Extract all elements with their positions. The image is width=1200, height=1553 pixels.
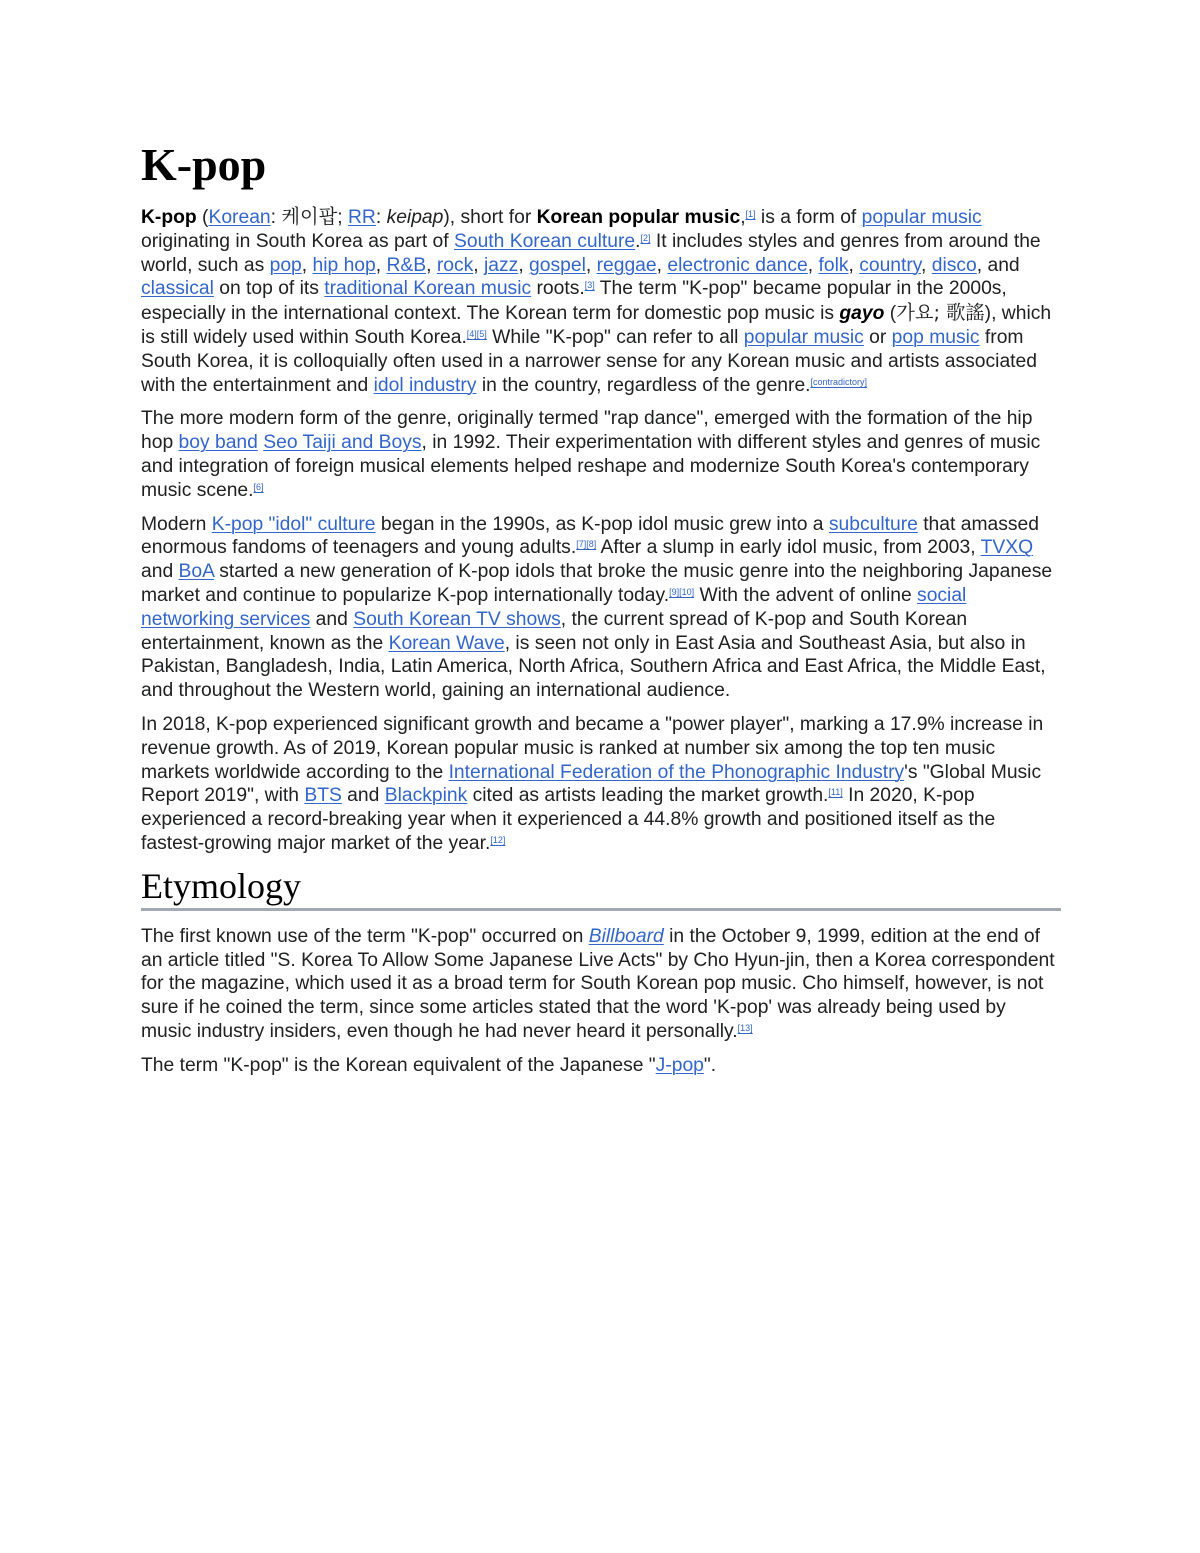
text: in the October 9, 1999, edition at the end of an article titled "S. Korea To Allow Some Japanese Live Acts" by Cho Hyun-jin, then a Korea correspondent for the magazine, which used it as a broad term for South Korean pop music. Cho himself, however, is not sure if he coined the term, since some articles stated that the word 'K-pop' was already being used by music industry insiders, even though he had never heard it personally.: [141, 925, 1055, 1042]
reference-link-3[interactable]: [3]: [584, 280, 595, 291]
text: ), which is still widely used within South Korea.: [141, 303, 1052, 348]
text: It includes styles and genres from around the world, such as: [141, 230, 1041, 276]
lead-paragraph-2: [141, 407, 1061, 502]
text: The term "K-pop" is the Korean equivalent of the Japanese ": [141, 1054, 656, 1076]
link-billboard-text: Billboard: [588, 925, 664, 947]
link-rock[interactable]: rock: [436, 254, 474, 276]
lead-paragraph-1: [141, 205, 1061, 397]
link-idol-industry[interactable]: idol industry: [373, 374, 477, 396]
link-billboard[interactable]: [589, 926, 664, 947]
link-disco[interactable]: disco: [931, 254, 977, 276]
text: ,: [518, 254, 530, 276]
link-pop[interactable]: pop: [269, 254, 302, 276]
etymology-paragraph-2: [141, 1054, 1061, 1078]
reference-link-contradictory[interactable]: [contradictory]: [810, 376, 868, 387]
reference-superscript: [490, 835, 505, 845]
link-kpop-idol-culture[interactable]: K-pop "idol" culture: [211, 513, 376, 535]
bold-italic-term: gayo: [839, 303, 885, 325]
text: After a slump in early idol music, from 2003,: [596, 537, 981, 559]
text: is a form of: [755, 207, 862, 228]
text: or: [863, 326, 892, 348]
korean-hangul: 케이팝: [281, 205, 338, 228]
lead-paragraph-4: [141, 713, 1061, 856]
link-classical[interactable]: classical: [141, 278, 214, 300]
link-boy-band[interactable]: boy band: [178, 432, 258, 454]
article: [141, 138, 1061, 1088]
link-electronic-dance[interactable]: electronic dance: [667, 254, 808, 276]
text: and: [310, 608, 354, 630]
link-south-korean-culture[interactable]: South Korean culture: [453, 230, 636, 252]
link-bts[interactable]: BTS: [304, 785, 342, 807]
reference-superscript: [669, 587, 694, 597]
reference-link-2[interactable]: [2]: [640, 232, 651, 243]
link-rnb[interactable]: R&B: [386, 254, 427, 276]
text: ,: [740, 207, 746, 228]
reference-superscript: [576, 539, 596, 549]
romanization: keipap: [386, 207, 444, 228]
link-tvxq[interactable]: TVXQ: [980, 537, 1034, 559]
reference-superscript: [254, 482, 264, 492]
text: ,: [426, 254, 437, 276]
lead-paragraph-3: [141, 513, 1061, 703]
link-blackpink[interactable]: Blackpink: [384, 785, 468, 807]
bold-term: K-pop: [141, 207, 197, 228]
link-j-pop[interactable]: J-pop: [655, 1054, 704, 1076]
korean-hangul-hanja: 가요; 歌謠: [896, 301, 985, 325]
text: in the country, regardless of the genre.: [476, 374, 811, 396]
text: ,: [473, 254, 485, 276]
link-popular-music[interactable]: popular music: [861, 207, 982, 228]
text: (: [884, 303, 897, 325]
reference-superscript: [828, 787, 842, 797]
reference-superscript: [641, 233, 651, 243]
text: ,: [848, 254, 860, 276]
reference-superscript: [811, 377, 868, 387]
etymology-paragraph-1: [141, 925, 1061, 1044]
reference-link-11[interactable]: [11]: [828, 787, 843, 798]
text: .: [635, 230, 641, 252]
text: and: [341, 785, 385, 807]
reference-link-1[interactable]: [1]: [745, 209, 756, 219]
text: ,: [921, 254, 932, 276]
link-folk[interactable]: folk: [818, 254, 849, 276]
text: :: [375, 207, 387, 228]
text: 's "Global Music Report 2019", with: [141, 761, 1042, 807]
link-korean-wave[interactable]: Korean Wave: [388, 632, 505, 654]
link-ifpi[interactable]: International Federation of the Phonographic Industry: [448, 761, 905, 783]
text: With the advent of online: [694, 584, 918, 606]
reference-link-6[interactable]: [6]: [253, 481, 264, 492]
text: , is seen not only in East Asia and Southeast Asia, but also in Pakistan, Bangladesh, India, Latin America, North Africa, Southern Africa and East Africa, the Middle East, and throughout the Western world, gaining an international audience.: [141, 632, 1046, 702]
text: The term "K-pop" became popular in the 2000s, especially in the international context. The Korean term for domestic pop music is: [141, 278, 1007, 325]
reference-link-4-5[interactable]: [4][5]: [466, 328, 487, 339]
link-jazz[interactable]: jazz: [484, 254, 519, 276]
text: The more modern form of the genre, originally termed "rap dance", emerged with the formation of the hip hop: [141, 408, 1033, 454]
text: :: [270, 207, 282, 228]
text: Modern: [141, 513, 212, 535]
text: roots.: [531, 278, 585, 300]
text: and: [141, 561, 179, 583]
text: In 2020, K-pop experienced a record-breaking year when it experienced a 44.8% growth and positioned itself as the fastest-growing major market of the year.: [141, 785, 996, 854]
link-reggae[interactable]: reggae: [596, 254, 657, 276]
link-pop-music[interactable]: pop music: [891, 326, 980, 348]
text: In 2018, K-pop experienced significant growth and became a "power player", marking a 17.9% increase in revenue growth. As of 2019, Korean popular music is ranked at number six among the top ten music markets worldwide according to the: [141, 713, 1044, 783]
bold-term: Korean popular music: [536, 207, 741, 228]
text: , and: [976, 254, 1020, 276]
link-gospel[interactable]: gospel: [529, 254, 586, 276]
text: began in the 1990s, as K-pop idol music grew into a: [375, 513, 829, 535]
link-subculture[interactable]: subculture: [828, 513, 918, 535]
text: ,: [656, 254, 668, 276]
text: ".: [703, 1054, 717, 1076]
text: , the current spread of K-pop and South Korean entertainment, known as the: [141, 608, 968, 654]
text: While "K-pop" can refer to all: [486, 326, 744, 348]
link-country[interactable]: country: [859, 254, 922, 276]
link-popular-music-2[interactable]: popular music: [743, 326, 864, 348]
text: started a new generation of K-pop idols that broke the music genre into the neighboring Japanese market and continue to popularize K-pop internationally today.: [141, 561, 1053, 606]
reference-superscript: [746, 209, 756, 219]
text: (: [196, 207, 209, 228]
link-rr[interactable]: RR: [347, 207, 376, 228]
reference-link-13[interactable]: [13]: [737, 1022, 753, 1033]
text: ;: [337, 207, 348, 228]
link-hip-hop[interactable]: hip hop: [312, 254, 376, 276]
text: on top of its: [213, 278, 325, 300]
page-title: K-pop: [141, 139, 267, 190]
link-social-networking-services[interactable]: social networking services: [141, 584, 967, 630]
link-traditional-korean-music[interactable]: traditional Korean music: [324, 278, 532, 300]
text: , in 1992. Their experimentation with different styles and genres of music and integration of foreign musical elements helped reshape and modernize South Korea's contemporary music scene.: [141, 432, 1041, 501]
link-korean[interactable]: Korean: [208, 207, 271, 228]
text: ,: [375, 254, 387, 276]
text: cited as artists leading the market growth.: [467, 785, 829, 807]
text: originating in South Korea as part of: [141, 230, 454, 252]
text: The first known use of the term "K-pop" occurred on: [141, 925, 589, 947]
text: ,: [807, 254, 819, 276]
text: that amassed enormous fandoms of teenagers and young adults.: [141, 513, 1039, 559]
section-heading-etymology: Etymology: [141, 866, 1061, 911]
reference-superscript: [467, 329, 487, 339]
reference-superscript: [738, 1023, 753, 1033]
reference-superscript: [585, 280, 595, 290]
reference-link-7-8[interactable]: [7][8]: [576, 539, 597, 550]
link-south-korean-tv-shows[interactable]: South Korean TV shows: [353, 608, 561, 630]
text: from South Korea, it is colloquially often used in a narrower sense for any Korean music and artists associated with the entertainment and: [141, 326, 1037, 396]
reference-link-12[interactable]: [12]: [490, 834, 506, 845]
link-seo-taiji-and-boys[interactable]: Seo Taiji and Boys: [263, 432, 422, 454]
reference-link-9-10[interactable]: [9][10]: [669, 586, 695, 597]
text: ,: [585, 254, 597, 276]
text: ), short for: [443, 207, 537, 228]
link-boa[interactable]: BoA: [178, 561, 214, 583]
text: ,: [301, 254, 313, 276]
